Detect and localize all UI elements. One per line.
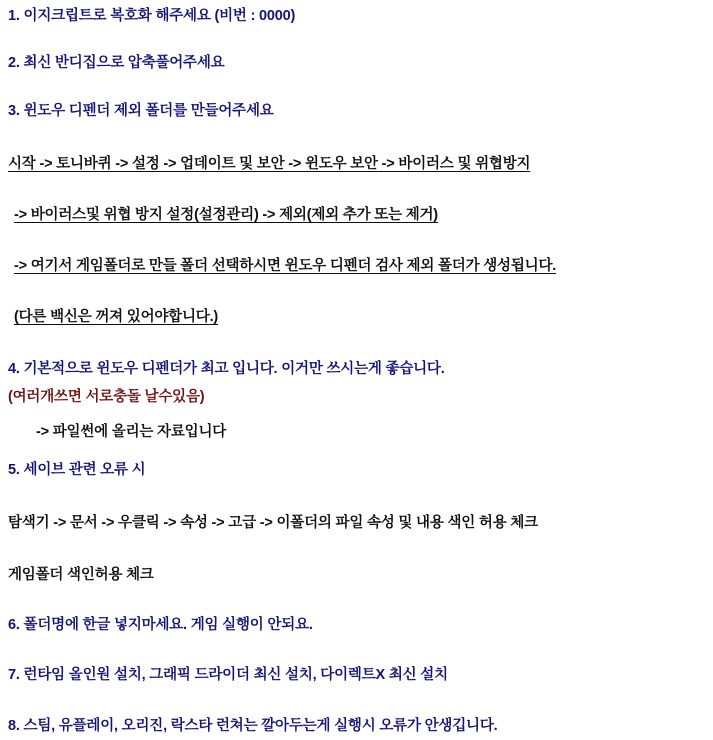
defender-note: (다른 백신은 꺼져 있어야합니다.) [14,309,219,325]
save-path-1: 탐색기 -> 문서 -> 우클릭 -> 속성 -> 고급 -> 이폴더의 파일 속성 및 내용 색인 허용 체크 [8,515,538,531]
save-path-2: 게임폴더 색인허용 체크 [8,567,154,583]
defender-path-3: -> 여기서 게임폴더로 만들 폴더 선택하시면 윈도우 디펜더 검사 제외 폴더가 생성됩니다. [14,258,557,274]
defender-path-2: -> 바이러스및 위협 방지 설정(설정관리) -> 제외(제외 추가 또는 제거) [14,207,438,223]
step-6: 6. 폴더명에 한글 넣지마세요. 게임 실행이 안되요. [8,617,313,633]
step-4-sub: (여러개쓰면 서로충돌 날수있음) [8,389,205,405]
step-7: 7. 런타임 올인원 설치, 그래픽 드라이더 최신 설치, 다이렉트X 최신 설치 [8,667,448,683]
step-8: 8. 스팀, 유플레이, 오리진, 락스타 런쳐는 깔아두는게 실행시 오류가 안생깁니다. [8,718,498,734]
step-5: 5. 세이브 관련 오류 시 [8,462,146,478]
step-4: 4. 기본적으로 윈도우 디펜더가 최고 입니다. 이거만 쓰시는게 좋습니다. [8,361,445,377]
step-4-note: -> 파일썬에 올리는 자료입니다 [36,424,227,440]
step-2: 2. 최신 반디집으로 압축풀어주세요 [8,55,225,71]
step-1: 1. 이지크립트로 복호화 해주세요 (비번 : 0000) [8,8,296,24]
defender-path-1: 시작 -> 토니바퀴 -> 설정 -> 업데이트 및 보안 -> 윈도우 보안 -> 바이러스 및 위협방지 [8,156,531,172]
step-3: 3. 윈도우 디펜더 제외 폴더를 만들어주세요 [8,103,274,119]
